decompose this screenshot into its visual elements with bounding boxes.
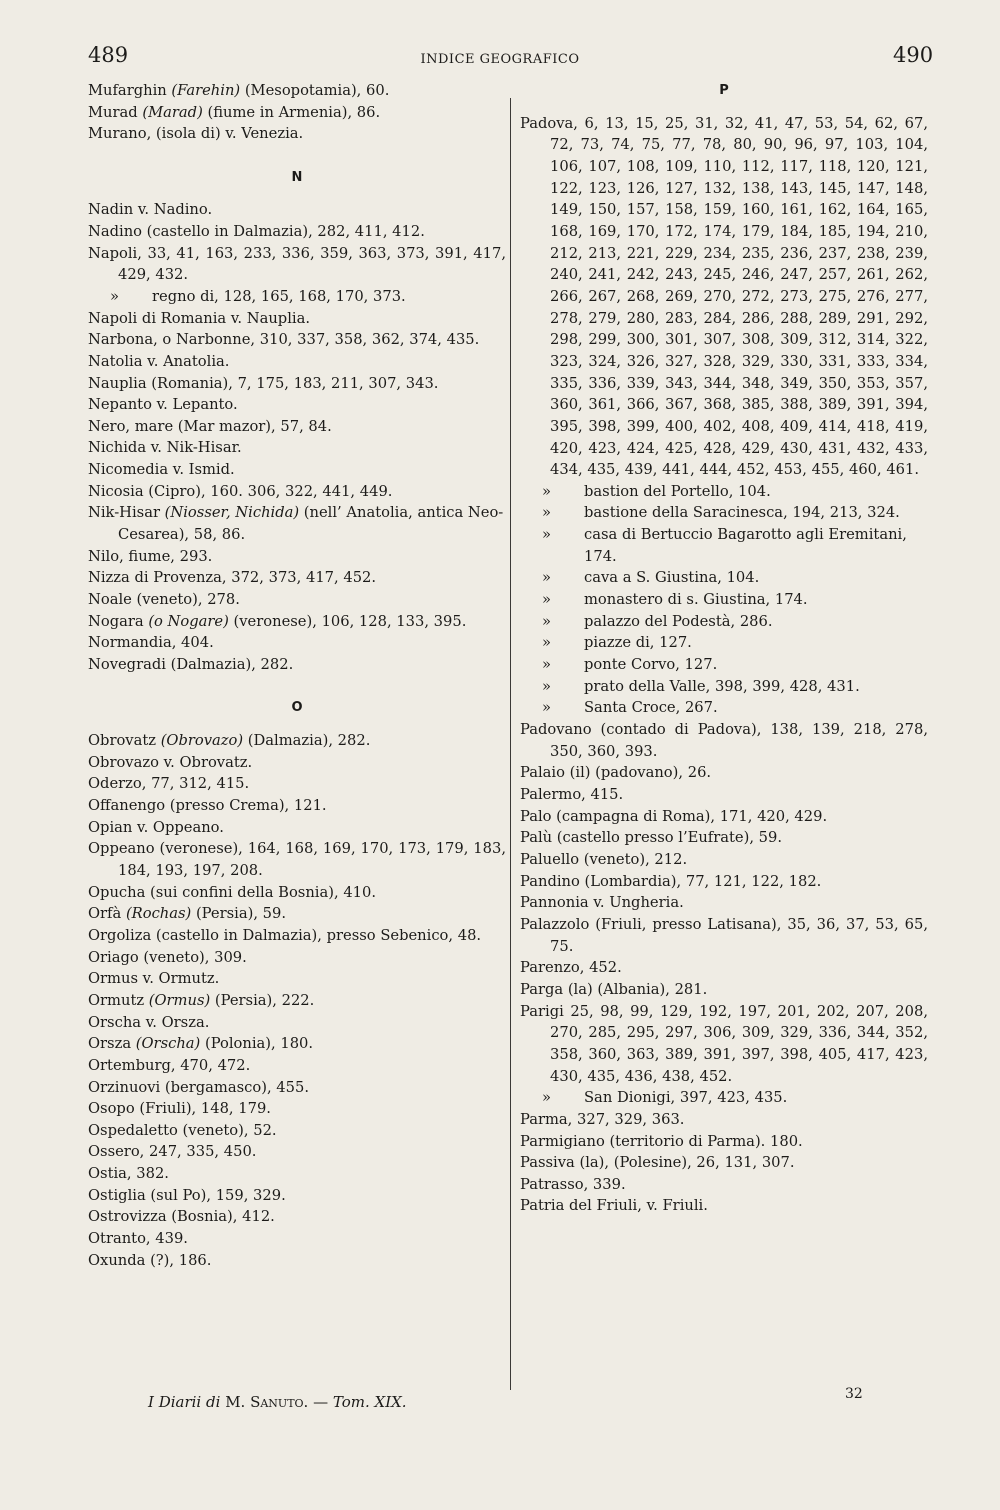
subentry-marker: » xyxy=(542,612,551,630)
index-entry xyxy=(520,827,928,849)
subentry-marker: » xyxy=(542,482,551,500)
index-entry xyxy=(520,1131,928,1153)
subentry-marker: » xyxy=(542,677,551,695)
entry-text: Normandia, 404. xyxy=(88,634,214,652)
index-entry xyxy=(520,1152,928,1174)
entry-text: (fiume in Armenia), 86. xyxy=(207,103,381,121)
index-entry xyxy=(88,752,506,774)
subentry-text: San Dionigi, 397, 423, 435. xyxy=(584,1089,788,1107)
entry-text: (Dalmazia), 282. xyxy=(247,732,371,749)
entry-headword: Obrovatz xyxy=(88,732,157,749)
entry-text: Palazzolo (Friuli, presso Latisana), 35, 36, 37, 53, 65, 75. xyxy=(520,915,928,955)
index-entry xyxy=(520,914,928,957)
entry-text: Oxunda (?), 186. xyxy=(88,1251,212,1269)
entry-text: Oriago (veneto), 309. xyxy=(88,948,247,966)
entry-text: Offanengo (presso Crema), 121. xyxy=(88,796,327,814)
entry-text: Padova, 6, 13, 15, 25, 31, 32, 41, 47, 53, 54, 62, 67, 72, 73, 74, 75, 77, 78, 80, 90, 96, 97, 103, 104, 106, 107, 108, 109, 110, 112, 117, 118, 120, 121, 122, 123, 126, 127, 132, 138, 143, 145, 147, 148, 149, 150, 157, 158, 159, 160, 161, 162, 164, 165, 168, 169, 170, 172, 174, 179, 184, 185, 194, 210, 212, 213, 221, 229, 234, 235, 236, 237, 238, 239, 240, 241, 242, 243, 245, 246, 247, 257, 261, 262, 266, 267, 268, 269, 270, 272, 273, 275, 276, 277, 278, 279, 280, 283, 284, 286, 288, 289, 291, 292, 298, 299, 300, 301, 307, 308, 309, 312, 314, 322, 323, 324, 326, 327, 328, 329, 330, 331, 333, 334, 335, 336, 339, 343, 344, 348, 349, 350, 353, 357, 360, 361, 366, 367, 368, 385, 388, 389, 391, 394, 395, 398, 399, 400, 402, 408, 409, 414, 418, 419, 420, 423, 424, 425, 428, 429, 430, 431, 432, 433, 434, 435, 439, 441, 444, 452, 453, 455, 460, 461. xyxy=(520,114,928,479)
subentry-marker: » xyxy=(542,569,551,587)
entry-text: Ospedaletto (veneto), 52. xyxy=(88,1121,277,1139)
index-entry xyxy=(520,957,928,979)
entry-text: Narbona, o Narbonne, 310, 337, 358, 362, 374, 435. xyxy=(88,331,480,349)
subentry-marker: » xyxy=(542,504,551,522)
entry-text: Orzinuovi (bergamasco), 455. xyxy=(88,1078,309,1096)
entry-text: (Polonia), 180. xyxy=(204,1035,314,1053)
entry-text: Parma, 327, 329, 363. xyxy=(520,1110,685,1128)
entry-text: Opucha (sui confini della Bosnia), 410. xyxy=(88,883,377,901)
index-entry xyxy=(88,1120,506,1142)
entry-text: Otranto, 439. xyxy=(88,1230,188,1248)
entry-variant: (Obrovazo) xyxy=(160,732,244,749)
entry-text: (Persia), 59. xyxy=(195,905,287,923)
index-entry xyxy=(520,113,928,481)
footer-line xyxy=(148,1393,407,1411)
section-gap xyxy=(88,719,506,730)
index-entry xyxy=(88,1141,506,1163)
entry-text: Orscha v. Orsza. xyxy=(88,1013,210,1031)
entry-text: Nepanto v. Lepanto. xyxy=(88,396,238,414)
index-subentry xyxy=(520,481,928,503)
index-entry xyxy=(88,502,506,545)
index-entry xyxy=(88,773,506,795)
entry-headword: Orfà xyxy=(88,905,122,923)
entry-text: Obrovazo v. Obrovatz. xyxy=(88,753,253,771)
index-entry xyxy=(88,1077,506,1099)
entry-text: Nauplia (Romania), 7, 175, 183, 211, 307, 343. xyxy=(88,374,439,392)
entry-text: Patria del Friuli, v. Friuli. xyxy=(520,1197,708,1215)
index-entry xyxy=(88,589,506,611)
index-entry xyxy=(88,481,506,503)
index-entry xyxy=(88,102,506,124)
entry-variant: (Ormus) xyxy=(148,991,211,1009)
subentry-text: palazzo del Podestà, 286. xyxy=(584,612,773,630)
index-entry xyxy=(88,308,506,330)
entry-text: Palermo, 415. xyxy=(520,786,624,803)
entry-text: Paluello (veneto), 212. xyxy=(520,850,688,868)
subentry-marker: » xyxy=(542,1089,551,1107)
index-entry xyxy=(88,329,506,351)
entry-variant: (Orscha) xyxy=(135,1035,201,1053)
index-entry xyxy=(88,925,506,947)
entry-text: Murano, (isola di) v. Venezia. xyxy=(88,125,304,143)
index-entry xyxy=(88,968,506,990)
index-entry xyxy=(520,1001,928,1088)
index-entry xyxy=(88,654,506,676)
subentry-marker: » xyxy=(542,656,551,674)
entry-variant: (Farehin) xyxy=(171,82,241,99)
index-column-right xyxy=(520,80,928,1217)
entry-text: (Mesopotamia), 60. xyxy=(244,82,390,99)
index-entry xyxy=(88,546,506,568)
entry-text: Nadin v. Nadino. xyxy=(88,201,213,219)
index-entry xyxy=(88,1185,506,1207)
index-entry xyxy=(88,1250,506,1272)
entry-text: Ormus v. Ormutz. xyxy=(88,970,220,988)
index-subentry xyxy=(520,524,928,567)
index-entry xyxy=(520,1195,928,1217)
index-entry xyxy=(88,123,506,145)
section-gap xyxy=(520,102,928,113)
index-column-left xyxy=(88,80,506,1271)
entry-text: Opian v. Oppeano. xyxy=(88,818,224,836)
page-number-right: 490 xyxy=(893,43,934,67)
index-entry xyxy=(88,1163,506,1185)
index-entry xyxy=(520,762,928,784)
entry-headword: Nogara xyxy=(88,612,144,630)
entry-text: Nichida v. Nik-Hisar. xyxy=(88,439,242,457)
section-letter: P xyxy=(719,83,729,98)
index-entry xyxy=(88,795,506,817)
entry-text: Ossero, 247, 335, 450. xyxy=(88,1143,257,1161)
footer-dash: — xyxy=(313,1393,329,1411)
index-entry xyxy=(88,947,506,969)
index-entry xyxy=(88,1033,506,1055)
index-entry xyxy=(88,351,506,373)
index-entry xyxy=(88,1206,506,1228)
entry-headword: Nik-Hisar xyxy=(88,504,160,522)
entry-text: Napoli di Romania v. Nauplia. xyxy=(88,309,311,327)
entry-text: Ortemburg, 470, 472. xyxy=(88,1056,251,1074)
entry-text: Parmigiano (territorio di Parma). 180. xyxy=(520,1132,803,1150)
running-title: INDICE GEOGRAFICO xyxy=(420,52,580,67)
index-subentry xyxy=(520,632,928,654)
subentry-text: prato della Valle, 398, 399, 428, 431. xyxy=(584,677,860,695)
entry-text: Nadino (castello in Dalmazia), 282, 411, 412. xyxy=(88,222,425,240)
index-entry xyxy=(88,459,506,481)
subentry-text: cava a S. Giustina, 104. xyxy=(584,569,760,587)
entry-text: Parenzo, 452. xyxy=(520,959,622,977)
index-entry xyxy=(520,979,928,1001)
entry-text: Padovano (contado di Padova), 138, 139, 218, 278, 350, 360, 393. xyxy=(520,721,928,760)
entry-text: Noale (veneto), 278. xyxy=(88,591,240,609)
section-gap xyxy=(88,145,506,167)
index-subentry xyxy=(520,654,928,676)
subentry-marker: » xyxy=(542,634,551,652)
entry-text: Nero, mare (Mar mazor), 57, 84. xyxy=(88,417,332,435)
index-entry xyxy=(520,871,928,893)
entry-text: Pannonia v. Ungheria. xyxy=(520,894,684,912)
entry-text: Napoli, 33, 41, 163, 233, 336, 359, 363, 373, 391, 417, 429, 432. xyxy=(88,244,506,284)
index-entry xyxy=(88,437,506,459)
entry-text: Ostrovizza (Bosnia), 412. xyxy=(88,1208,275,1226)
subentry-marker: » xyxy=(542,699,551,717)
subentry-text: monastero di s. Giustina, 174. xyxy=(584,591,808,609)
subentry-text: regno di, 128, 165, 168, 170, 373. xyxy=(152,287,406,305)
entry-variant: (o Nogare) xyxy=(148,612,229,630)
entry-headword: Ormutz xyxy=(88,991,145,1009)
index-entry xyxy=(88,1228,506,1250)
entry-variant: (Rochas) xyxy=(125,905,192,923)
entry-text: Ostiglia (sul Po), 159, 329. xyxy=(88,1186,286,1204)
page-number-left: 489 xyxy=(88,43,129,67)
entry-text: Novegradi (Dalmazia), 282. xyxy=(88,656,294,674)
footer-tome: Tom. XIX. xyxy=(332,1393,407,1411)
index-entry xyxy=(88,990,506,1012)
index-subentry xyxy=(520,697,928,719)
entry-headword: Mufarghin xyxy=(88,82,167,99)
entry-text: Natolia v. Anatolia. xyxy=(88,352,230,370)
index-entry xyxy=(88,416,506,438)
signature-mark: 32 xyxy=(845,1386,863,1402)
index-entry xyxy=(88,243,506,286)
index-subentry xyxy=(520,502,928,524)
subentry-text: Santa Croce, 267. xyxy=(584,699,718,717)
index-entry xyxy=(520,784,928,806)
entry-headword: Orsza xyxy=(88,1035,132,1053)
entry-text: (veronese), 106, 128, 133, 395. xyxy=(233,612,467,630)
subentry-text: piazze di, 127. xyxy=(584,634,692,652)
entry-text: (Persia), 222. xyxy=(214,991,315,1009)
index-entry xyxy=(88,221,506,243)
index-entry xyxy=(88,1098,506,1120)
index-entry xyxy=(88,1055,506,1077)
section-letter: O xyxy=(291,700,303,716)
entry-text: Patrasso, 339. xyxy=(520,1175,626,1193)
subentry-text: bastion del Portello, 104. xyxy=(584,482,771,500)
section-gap xyxy=(88,676,506,698)
index-entry xyxy=(520,806,928,828)
entry-headword: Murad xyxy=(88,103,138,121)
index-subentry xyxy=(520,676,928,698)
subentry-marker: » xyxy=(110,287,119,305)
index-entry xyxy=(520,892,928,914)
index-entry xyxy=(88,80,506,102)
entry-text: Palo (campagna di Roma), 171, 420, 429. xyxy=(520,807,828,825)
index-subentry xyxy=(520,589,928,611)
entry-text: Osopo (Friuli), 148, 179. xyxy=(88,1100,271,1118)
index-entry xyxy=(520,849,928,871)
entry-text: (nell’ Anatolia, antica Neo-Cesarea), 58, 86. xyxy=(118,504,504,544)
entry-text: Pandino (Lombardia), 77, 121, 122, 182. xyxy=(520,872,822,890)
entry-variant: (Marad) xyxy=(142,103,203,121)
entry-text: Ostia, 382. xyxy=(88,1165,169,1183)
index-entry xyxy=(88,730,506,752)
index-entry xyxy=(520,1174,928,1196)
section-gap xyxy=(88,188,506,199)
entry-text: Nilo, fiume, 293. xyxy=(88,547,213,565)
footer-author: M. Sanuto. xyxy=(225,1393,309,1411)
index-entry xyxy=(88,882,506,904)
entry-text: Nizza di Provenza, 372, 373, 417, 452. xyxy=(88,569,377,587)
index-entry xyxy=(88,199,506,221)
index-entry xyxy=(520,719,928,762)
entry-text: Parigi 25, 98, 99, 129, 192, 197, 201, 202, 207, 208, 270, 285, 295, 297, 306, 309, 329, 336, 344, 352, 358, 360, 363, 389, 391, 397, 398, 405, 417, 423, 430, 435, 436, 438, 452. xyxy=(520,1002,928,1085)
index-entry xyxy=(88,632,506,654)
index-entry xyxy=(88,567,506,589)
subentry-marker: » xyxy=(542,526,551,544)
index-entry xyxy=(88,903,506,925)
index-subentry xyxy=(520,1087,928,1109)
entry-text: Palaio (il) (padovano), 26. xyxy=(520,764,712,782)
index-subentry xyxy=(88,286,506,308)
index-entry xyxy=(520,1109,928,1131)
entry-text: Palù (castello presso l’Eufrate), 59. xyxy=(520,829,783,847)
entry-text: Nicomedia v. Ismid. xyxy=(88,461,235,479)
column-divider xyxy=(510,98,511,1390)
index-subentry xyxy=(520,567,928,589)
entry-text: Orgoliza (castello in Dalmazia), presso Sebenico, 48. xyxy=(88,926,482,944)
section-letter: N xyxy=(291,169,303,185)
entry-text: Oppeano (veronese), 164, 168, 169, 170, 173, 179, 183, 184, 193, 197, 208. xyxy=(88,840,506,879)
footer-title: I Diarii di xyxy=(148,1393,221,1411)
subentry-text: ponte Corvo, 127. xyxy=(584,656,718,674)
index-subentry xyxy=(520,611,928,633)
index-entry xyxy=(88,838,506,881)
index-entry xyxy=(88,817,506,839)
entry-variant: (Niosser, Nichida) xyxy=(164,504,300,522)
entry-text: Nicosia (Cipro), 160. 306, 322, 441, 449. xyxy=(88,482,393,500)
subentry-marker: » xyxy=(542,591,551,609)
index-entry xyxy=(88,611,506,633)
index-entry xyxy=(88,373,506,395)
entry-text: Parga (la) (Albania), 281. xyxy=(520,980,708,998)
subentry-text: casa di Bertuccio Bagarotto agli Eremitani, 174. xyxy=(584,526,907,565)
entry-text: Oderzo, 77, 312, 415. xyxy=(88,775,250,793)
index-entry xyxy=(88,1012,506,1034)
subentry-text: bastione della Saracinesca, 194, 213, 324. xyxy=(584,504,900,522)
index-entry xyxy=(88,394,506,416)
entry-text: Passiva (la), (Polesine), 26, 131, 307. xyxy=(520,1154,795,1172)
